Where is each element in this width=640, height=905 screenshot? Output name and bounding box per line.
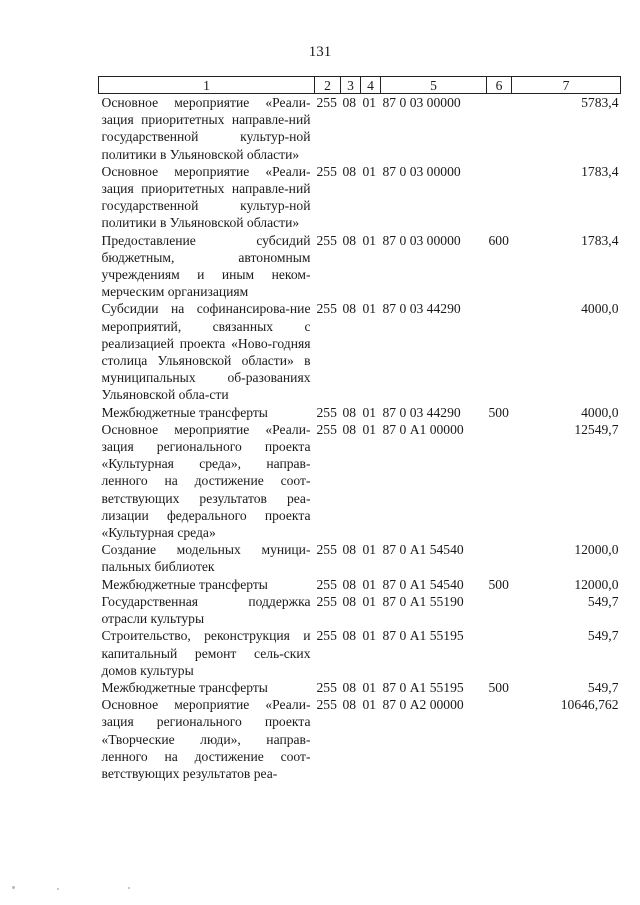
row-name: Создание модельных муници-пальных библиотек xyxy=(101,542,311,575)
row-gr: 255 xyxy=(316,95,337,110)
row-pr: 01 xyxy=(362,95,377,110)
row-name: Субсидии на софинансирова-ние мероприятий, связанных с реализацией проекта «Ново-годняя столица Ульяновской области» в муниципальных об-разованиях Ульяновской обла-сти xyxy=(101,301,311,403)
row-pr: 01 xyxy=(362,232,377,248)
row-amount: 4000,0 xyxy=(581,404,619,420)
row-pr: 01 xyxy=(362,542,377,558)
row-rz: 08 xyxy=(342,576,357,592)
table-row xyxy=(99,232,621,301)
row-pr: 01 xyxy=(362,576,377,592)
row-csr: 87 0 А2 00000 xyxy=(382,697,464,713)
row-rz: 08 xyxy=(342,628,357,644)
header-col-6: 6 xyxy=(487,77,512,94)
row-pr: 01 xyxy=(362,421,377,437)
row-vr xyxy=(487,593,512,627)
row-rz: 08 xyxy=(342,232,357,248)
row-rz: 08 xyxy=(342,301,357,317)
row-gr: 255 xyxy=(316,593,337,609)
row-rz: 08 xyxy=(342,421,357,437)
row-vr xyxy=(487,421,512,541)
row-pr: 01 xyxy=(362,163,377,179)
table-row xyxy=(99,94,621,163)
row-csr: 87 0 А1 55195 xyxy=(382,628,464,644)
row-name: Основное мероприятие «Реали-зация приоритетных направле-ний государственной культур-ной политики в Ульяновской области» xyxy=(101,163,311,231)
table-row xyxy=(99,300,621,403)
row-vr xyxy=(487,541,512,575)
row-amount: 549,7 xyxy=(587,679,619,695)
row-gr: 255 xyxy=(316,697,337,713)
row-gr: 255 xyxy=(316,163,337,179)
row-name: Основное мероприятие «Реали-зация приоритетных направле-ний государственной культур-ной политики в Ульяновской области» xyxy=(101,95,311,162)
row-amount: 12549,7 xyxy=(574,421,619,437)
row-amount: 549,7 xyxy=(587,628,619,644)
table-row xyxy=(99,576,621,593)
row-rz: 08 xyxy=(342,593,357,609)
scan-speck xyxy=(128,887,130,889)
table-row xyxy=(99,404,621,421)
row-csr: 87 0 А1 55195 xyxy=(382,679,464,695)
row-name: Межбюджетные трансферты xyxy=(101,576,268,592)
scan-speck xyxy=(57,888,59,890)
row-csr: 87 0 А1 55190 xyxy=(382,593,464,609)
row-name: Межбюджетные трансферты xyxy=(101,679,268,695)
table-row xyxy=(99,421,621,541)
row-amount: 1783,4 xyxy=(581,232,619,248)
header-col-1: 1 xyxy=(99,77,315,94)
row-gr: 255 xyxy=(316,301,337,317)
row-csr: 87 0 03 00000 xyxy=(382,95,461,110)
row-vr xyxy=(487,94,512,163)
row-name: Межбюджетные трансферты xyxy=(101,404,268,420)
row-rz: 08 xyxy=(342,404,357,420)
row-gr: 255 xyxy=(316,576,337,592)
row-csr: 87 0 А1 00000 xyxy=(382,421,464,437)
page-number: 131 xyxy=(308,44,332,60)
row-vr: 500 xyxy=(488,576,509,592)
table-header-row xyxy=(99,77,621,94)
row-gr: 255 xyxy=(316,232,337,248)
header-col-7: 7 xyxy=(512,77,621,94)
row-vr: 600 xyxy=(488,232,509,248)
row-gr: 255 xyxy=(316,679,337,695)
table-row xyxy=(99,696,621,782)
row-name: Государственная поддержка отрасли культуры xyxy=(101,593,311,627)
row-gr: 255 xyxy=(316,404,337,420)
table-row xyxy=(99,163,621,232)
row-rz: 08 xyxy=(342,95,357,110)
row-amount: 5783,4 xyxy=(581,95,619,110)
row-vr xyxy=(487,696,512,782)
table-row xyxy=(99,627,621,679)
row-rz: 08 xyxy=(342,542,357,558)
row-csr: 87 0 03 44290 xyxy=(382,404,461,420)
row-amount: 4000,0 xyxy=(581,301,619,317)
table-row xyxy=(99,593,621,627)
header-col-2: 2 xyxy=(315,77,341,94)
row-csr: 87 0 А1 54540 xyxy=(382,576,464,592)
header-col-4: 4 xyxy=(361,77,381,94)
row-gr: 255 xyxy=(316,628,337,644)
row-csr: 87 0 А1 54540 xyxy=(382,542,464,558)
row-csr: 87 0 03 00000 xyxy=(382,232,461,248)
row-rz: 08 xyxy=(342,679,357,695)
header-col-5: 5 xyxy=(381,77,487,94)
row-name: Предоставление субсидий бюджетным, автономным учреждениям и иным неком-мерческим организациям xyxy=(101,232,311,300)
table-row xyxy=(99,541,621,575)
row-vr xyxy=(487,163,512,232)
row-vr: 500 xyxy=(488,679,509,695)
row-amount: 12000,0 xyxy=(574,576,619,592)
budget-table xyxy=(98,76,621,782)
header-col-3: 3 xyxy=(341,77,361,94)
row-amount: 12000,0 xyxy=(574,542,619,558)
row-csr: 87 0 03 44290 xyxy=(382,301,461,317)
row-pr: 01 xyxy=(362,301,377,317)
row-pr: 01 xyxy=(362,697,377,713)
row-amount: 10646,762 xyxy=(560,697,619,713)
row-gr: 255 xyxy=(316,421,337,437)
row-csr: 87 0 03 00000 xyxy=(382,163,461,179)
row-rz: 08 xyxy=(342,163,357,179)
row-name: Строительство, реконструкция и капитальный ремонт сель-ских домов культуры xyxy=(101,628,311,678)
row-amount: 1783,4 xyxy=(581,163,619,179)
scan-speck xyxy=(12,886,15,889)
row-vr xyxy=(487,300,512,403)
table-row xyxy=(99,679,621,696)
row-amount: 549,7 xyxy=(587,593,619,609)
row-gr: 255 xyxy=(316,542,337,558)
row-name: Основное мероприятие «Реали-зация регионального проекта «Творческие люди», направ-ленного на достижение соот-ветствующих результатов реа- xyxy=(101,697,311,781)
row-pr: 01 xyxy=(362,679,377,695)
row-pr: 01 xyxy=(362,628,377,644)
row-pr: 01 xyxy=(362,404,377,420)
row-vr xyxy=(487,627,512,679)
row-rz: 08 xyxy=(342,697,357,713)
row-pr: 01 xyxy=(362,593,377,609)
row-name: Основное мероприятие «Реали-зация регионального проекта «Культурная среда», направ-ленного на достижение соот-ветствующих результатов реа-лизации федерального проекта «Культурная среда» xyxy=(101,421,311,541)
row-vr: 500 xyxy=(488,404,509,420)
